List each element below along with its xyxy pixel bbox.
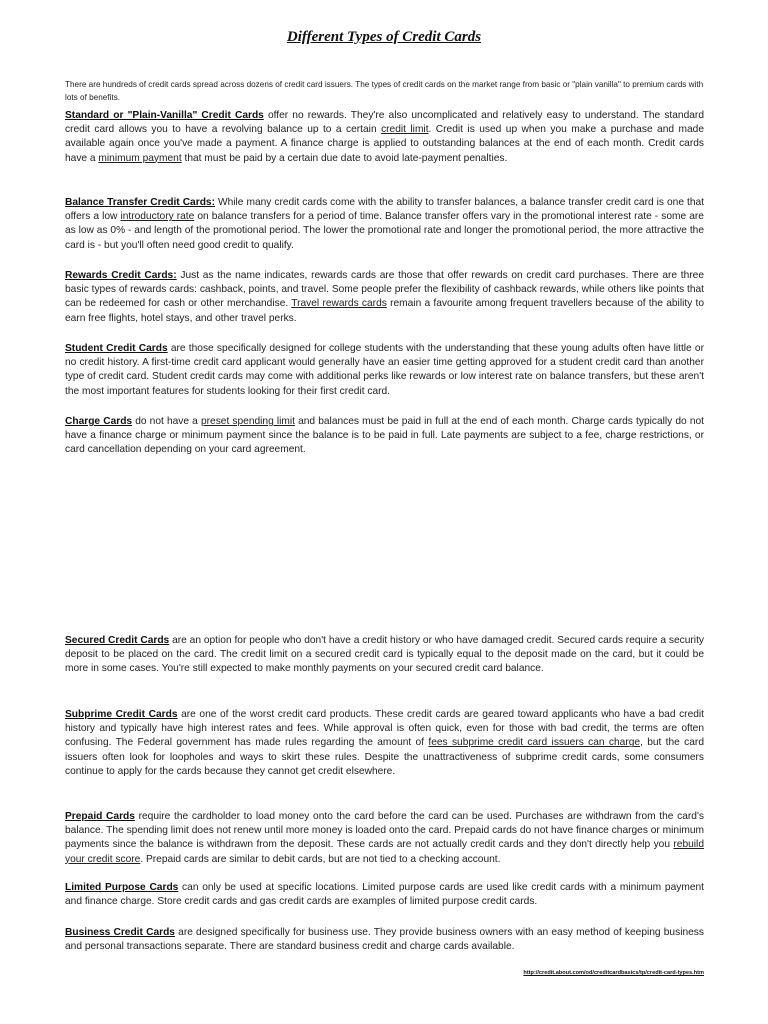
section-text: Just as the name indicates, rewards cards are those that offer rewards on credit card purchases. There are three basic types of rewards cards: cashback, points, and travel. Some people prefer the flexibility of cashback rewards, while others like points that can be redeemed for cash or other merchandise. (65, 270, 704, 310)
section-charge-cards (65, 415, 704, 458)
section-text: on balance transfers for a period of time. Balance transfer offers vary in the promotional interest rate - some are as low as 0% - and length of the promotional period. The lower the promotional rate and longer the promotional period, the more attractive the card is - but you'll often need good credit to qualify. (65, 211, 704, 251)
link-rebuild-credit-score[interactable]: rebuild your credit score (65, 839, 704, 865)
link-fees-subprime-issuers[interactable]: fees subprime credit card issuers can charge (428, 737, 641, 749)
section-standard-cards (65, 109, 704, 166)
section-heading: Secured Credit Cards (65, 635, 170, 646)
section-heading: Rewards Credit Cards: (65, 270, 177, 281)
section-text: are an option for people who don't have a credit history or who have damaged credit. Secured cards require a security deposit to be placed on the card. The credit limit on a secured credit card is typically equal to the deposit made on the card, but it could be more in some cases. You're still expected to make monthly payments on your secured credit card balance. (65, 635, 704, 675)
section-heading: Standard or "Plain-Vanilla" Credit Cards (65, 110, 264, 121)
section-balance-transfer-cards (65, 196, 704, 253)
section-heading: Charge Cards (65, 416, 133, 427)
section-text: do not have a (132, 416, 201, 427)
link-credit-limit[interactable]: credit limit (381, 124, 429, 136)
link-preset-spending-limit[interactable]: preset spending limit (200, 416, 295, 427)
page-title: Different Types of Credit Cards (286, 29, 482, 45)
section-text: offer no rewards. They're also uncomplicated and relatively easy to understand. The standard credit card allows you to have a revolving balance up to a certain (65, 110, 704, 136)
section-text: can only be used at specific locations. Limited purpose cards are used like credit cards with a minimum payment and finance charge. Store credit cards and gas credit cards are examples of limited purpose credit cards. (65, 882, 704, 908)
section-business-cards (65, 926, 704, 954)
section-text: remain a favourite among frequent travellers because of the ability to earn free flights, hotel stays, and other travel perks. (65, 298, 705, 324)
section-text: . Credit is used up when you make a purchase and made available again once you've made a payment. A finance charge is applied to outstanding balances at the end of each month. Credit cards have a (65, 124, 704, 164)
section-student-cards (65, 342, 704, 399)
section-heading: Business Credit Cards (65, 927, 175, 938)
section-text: , but the card issuers often look for loopholes and ways to skirt these rules. Despite the unattractiveness of subprime credit cards, some consumers continue to apply for the cards because they cannot get credit elsewhere. (65, 737, 704, 777)
section-text: . Prepaid cards are similar to debit cards, but are not tied to a checking account. (140, 853, 501, 865)
section-text: and balances must be paid in full at the end of each month. Charge cards typically do not have a finance charge or minimum payment since the balance is to be paid in full. Late payments are subject to a fee, charge restrictions, or card cancellation depending on your card agreement. (65, 416, 704, 456)
section-heading: Balance Transfer Credit Cards: (65, 197, 215, 208)
section-heading: Student Credit Cards (65, 343, 168, 354)
link-minimum-payment[interactable]: minimum payment (98, 152, 182, 164)
section-text: require the cardholder to load money onto the card before the card can be used. Purchases are withdrawn from the card's balance. The spending limit does not renew until more money is loaded onto the card. Prepaid cards do not have finance charges or minimum payments since the balance is withdrawn from the deposit. These cards are not actually credit cards and they don't directly help you (65, 811, 705, 851)
section-text: While many credit cards come with the ability to transfer balances, a balance transfer credit card is one that offers a low (65, 197, 704, 223)
section-rewards-cards (65, 269, 704, 326)
section-heading: Prepaid Cards (65, 811, 135, 822)
section-text: that must be paid by a certain due date to avoid late-payment penalties. (181, 152, 508, 164)
section-heading: Subprime Credit Cards (65, 709, 178, 720)
section-text: are one of the worst credit card products. These credit cards are geared toward applicants who have a bad credit history and typically have high interest rates and fees. While approval is often quick, even for those with bad credit, the terms are often confusing. The Federal government has made rules regarding the amount of (65, 709, 704, 749)
section-subprime-cards (65, 708, 704, 779)
source-link[interactable]: http://credit.about.com/od/creditcardbasics/tp/credit-card-types.htm (523, 970, 704, 976)
intro-paragraph: There are hundreds of credit cards spread across dozens of credit card issuers. The types of credit cards on the market range from basic or "plain vanilla" to premium cards with lots of benefits. (65, 80, 704, 102)
link-travel-rewards-cards[interactable]: Travel rewards cards (291, 298, 387, 310)
section-text: are designed specifically for business use. They provide business owners with an easy method of keeping business and personal transactions separate. There are standard business credit and charge cards available. (65, 927, 704, 953)
section-secured-cards (65, 634, 704, 677)
section-prepaid-cards (65, 810, 704, 867)
section-limited-purpose-cards (65, 881, 704, 909)
section-heading: Limited Purpose Cards (65, 882, 179, 893)
section-text: are those specifically designed for college students with the understanding that these young adults often have little or no credit history. A first-time credit card applicant would generally have an easier time getting approved for a student credit card than another type of credit card. Student credit cards may come with additional perks like rewards or low interest rate on balance transfers, but these aren't the most important features for students looking for their first credit card. (65, 343, 704, 397)
link-introductory-rate[interactable]: introductory rate (120, 211, 195, 223)
